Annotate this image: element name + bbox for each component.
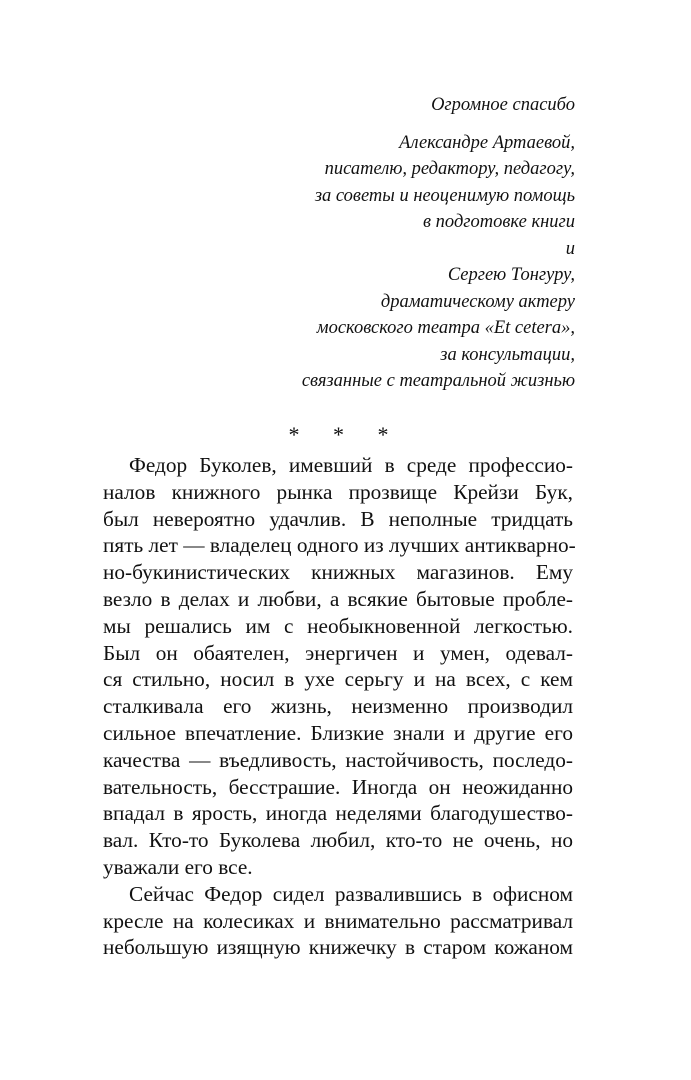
text-line: вательность, бесстрашие. Иногда он неожиданно <box>103 774 573 799</box>
text-line: впадал в ярость, иногда неделями благодушество- <box>103 801 573 826</box>
text-line: Федор Буколев, имевший в среде профессио- <box>129 453 573 477</box>
dedication-line: и <box>565 238 575 259</box>
dedication-thanks: Огромное спасибо <box>431 95 575 115</box>
body-text <box>103 452 576 961</box>
text-line: но-букинистических книжных магазинов. Ему <box>103 560 573 585</box>
dedication-line: московского театра «Et cetera», <box>316 318 575 338</box>
dedication-line: Александре Артаевой, <box>399 132 575 153</box>
text-line: мы решались им с необыкновенной легкостью. <box>103 613 573 638</box>
dedication <box>155 92 575 395</box>
text-line: сильное впечатление. Близкие знали и другие его <box>103 720 573 745</box>
text-line: везло в делах и любви, а всякие бытовые пробле- <box>103 586 573 611</box>
dedication-line: за консультации, <box>440 344 575 365</box>
text-line: Сейчас Федор сидел развалившись в офисном <box>129 881 573 906</box>
text-line: кресле на колесиках и внимательно рассматривал <box>103 908 573 933</box>
text-line: был невероятно удачлив. В неполные тридцать <box>103 506 573 531</box>
section-separator: * * * <box>288 422 403 447</box>
dedication-line: связанные с театральной жизнью <box>301 371 575 391</box>
text-line: ся стильно, носил в ухе серьгу и на всех, с кем <box>103 667 573 692</box>
text-line: уважали его все. <box>103 854 253 879</box>
dedication-line: за советы и неоценимую помощь <box>314 185 575 206</box>
dedication-line: драматическому актеру <box>380 291 575 312</box>
text-line: сталкивала его жизнь, неизменно производил <box>103 694 573 719</box>
dedication-line: Сергею Тонгуру, <box>447 265 575 285</box>
text-line: пять лет — владелец одного из лучших антикварно- <box>103 533 576 558</box>
text-line: небольшую изящную книжечку в старом кожаном <box>103 935 573 960</box>
text-line: налов книжного рынка прозвище Крейзи Бук, <box>103 479 573 504</box>
text-line: качества — въедливость, настойчивость, последо- <box>103 747 573 772</box>
dedication-line: в подготовке книги <box>423 212 575 232</box>
dedication-line: писателю, редактору, педагогу, <box>324 159 575 179</box>
text-line: Был он обаятелен, энергичен и умен, одевал- <box>103 640 573 665</box>
text-line: вал. Кто-то Буколева любил, кто-то не очень, но <box>103 828 573 853</box>
